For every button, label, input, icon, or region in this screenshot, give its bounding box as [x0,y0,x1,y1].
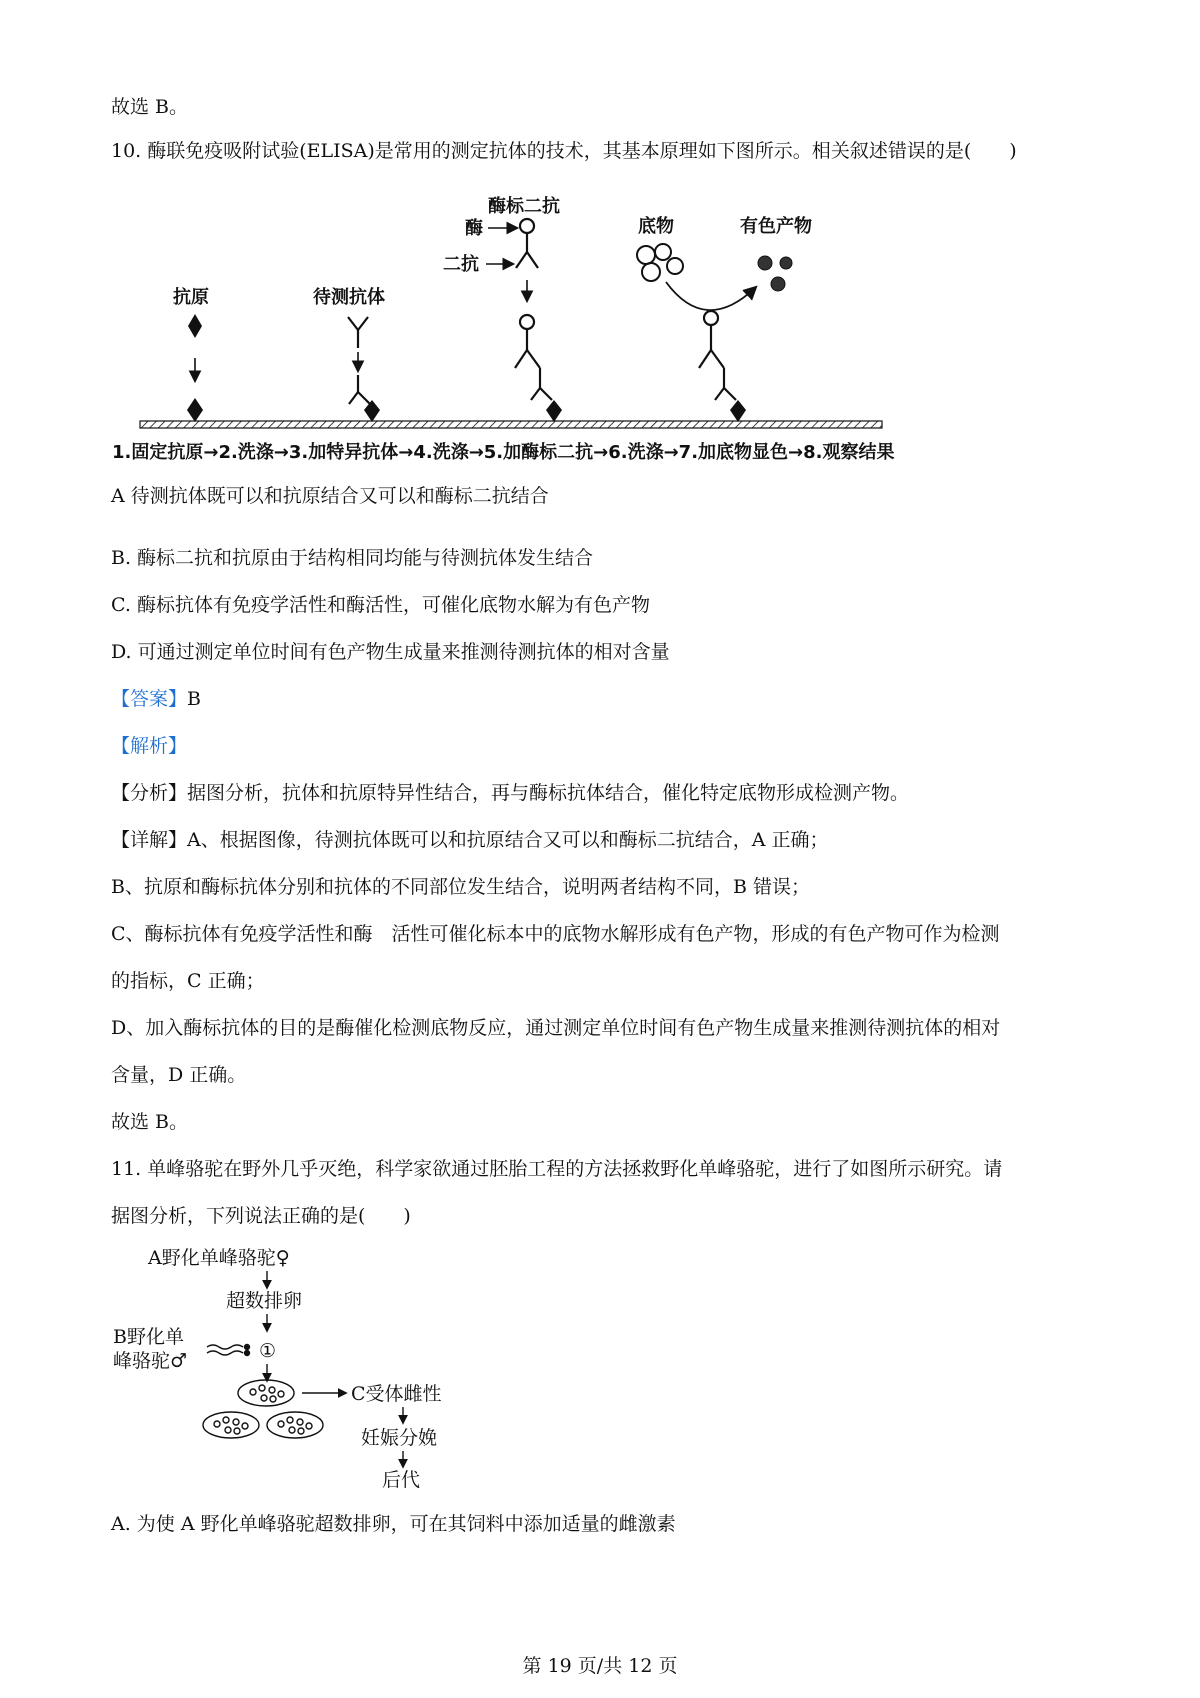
label-offspring: 后代 [382,1469,421,1490]
complex-3 [515,315,552,400]
elisa-steps: 1.固定抗原→2.洗涤→3.加特异抗体→4.洗涤→5.加酶标二抗→6.洗涤→7.加底物显色→8.观察结果 [112,442,895,463]
label-pregnancy: 妊娠分娩 [361,1427,438,1449]
detail-c-2: 的指标，C 正确； [111,970,265,992]
answer-value: B [187,688,201,710]
camel-diagram [0,1240,600,1490]
answer-tag: 【答案】 [111,688,188,710]
analysis-tag: 【解析】 [111,735,188,757]
antigen-diamond-bound [187,398,203,422]
option-10-d: D. 可通过测定单位时间有色产物生成量来推测待测抗体的相对含量 [111,641,670,663]
label-antigen: 抗原 [173,287,209,308]
sperm-icon [207,1345,250,1356]
label-b-male-1: B野化单 [113,1326,184,1348]
antigen-diamond-3 [546,400,562,422]
option-10-a: A 待测抗体既可以和抗原结合又可以和酶标二抗结合 [111,485,549,507]
antigen-diamond-free [188,314,202,338]
detail-b: B、抗原和酶标抗体分别和抗体的不同部位发生结合，说明两者结构不同，B 错误； [111,876,810,898]
reaction-curve [666,282,755,310]
label-test-antibody: 待测抗体 [313,287,385,308]
antigen-diamond-2 [364,400,380,422]
conclusion-line-2: 故选 B。 [111,1111,189,1133]
label-a-female: A野化单峰骆驼♀ [148,1247,290,1269]
detail-d-2: 含量，D 正确。 [111,1064,247,1086]
antibody-bound [349,375,370,404]
question-10-stem: 10. 酶联免疫吸附试验(ELISA)是常用的测定抗体的技术，其基本原理如下图所示。相关叙述错误的是( ) [111,140,1017,162]
detail-d-1: D、加入酶标抗体的目的是酶催化检测底物反应，通过测定单位时间有色产物生成量来推测待测抗体的相对 [111,1017,1001,1039]
substrate-circles [637,244,683,281]
label-colored-product: 有色产物 [740,216,812,237]
enzyme-second-antibody-free [516,219,538,268]
antigen-diamond-4 [730,400,746,422]
embryo-icon-top [238,1380,294,1406]
label-second: 二抗 [443,254,479,275]
conclusion-line-1: 故选 B。 [111,96,189,118]
label-enzyme-second: 酶标二抗 [488,196,560,217]
elisa-diagram [0,170,1200,470]
label-step-1: ① [259,1340,277,1362]
page-footer: 第 19 页/共 12 页 [522,1655,678,1677]
label-c-recipient: C受体雌性 [351,1383,442,1405]
embryo-icon-right [267,1412,323,1438]
embryo-icon-left [203,1412,259,1438]
detail-a: 【详解】A、根据图像，待测抗体既可以和抗原结合又可以和酶标二抗结合，A 正确； [111,829,829,851]
plate-bar [140,421,882,428]
label-b-male-2: 峰骆驼♂ [113,1350,188,1372]
label-superovulation: 超数排卵 [226,1290,303,1312]
complex-4 [699,311,736,400]
answer-line [111,687,201,711]
colored-products [758,256,792,291]
option-11-a: A. 为使 A 野化单峰骆驼超数排卵，可在其饲料中添加适量的雌激素 [111,1513,676,1535]
analysis-summary: 【分析】据图分析，抗体和抗原特异性结合，再与酶标抗体结合，催化特定底物形成检测产物。 [111,782,910,804]
detail-c-1: C、酶标抗体有免疫学活性和酶 活性可催化标本中的底物水解形成有色产物，形成的有色产物可作为检测 [111,923,1000,945]
question-11-stem-1: 11. 单峰骆驼在野外几乎灭绝，科学家欲通过胚胎工程的方法拯救野化单峰骆驼，进行了如图所示研究。请 [111,1158,1003,1180]
antibody-free [348,317,368,348]
question-11-stem-2: 据图分析，下列说法正确的是( ) [111,1205,411,1227]
option-10-b: B. 酶标二抗和抗原由于结构相同均能与待测抗体发生结合 [111,547,594,569]
label-substrate: 底物 [638,216,674,237]
label-enzyme: 酶 [465,218,483,239]
option-10-c: C. 酶标抗体有免疫学活性和酶活性，可催化底物水解为有色产物 [111,594,650,616]
